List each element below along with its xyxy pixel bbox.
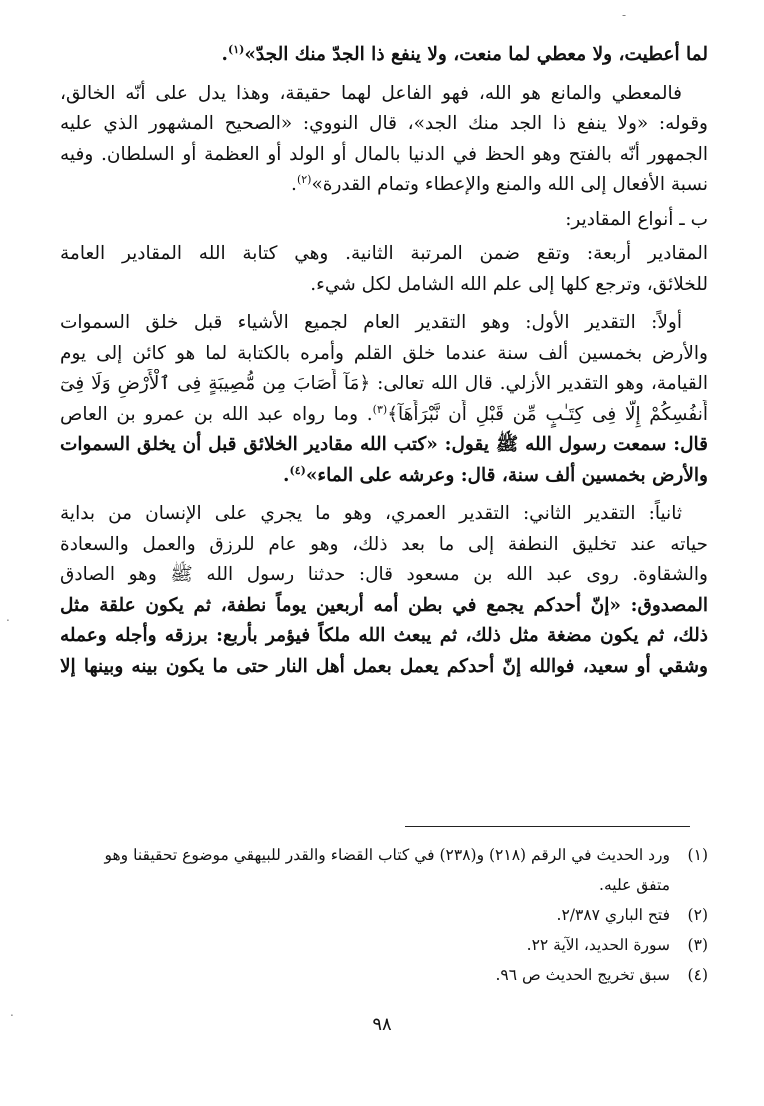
footnote-ref-3: (٣) (372, 402, 388, 416)
paragraph-line: حياته عند تخليق النطفة إلى ما بعد ذلك، وهو عام للرزق والعمل والسعادة (60, 533, 708, 555)
footnote-1 (60, 840, 708, 870)
footnote-number: (٢) (687, 906, 708, 924)
scan-speck-left: . (6, 610, 10, 624)
hadith-continuation: لما أعطيت، ولا معطي لما منعت، ولا ينفع ذا الجدّ منك الجدّ»$^{(١)}$. (221, 42, 708, 65)
paragraph-line: أولاً: التقدير الأول: وهو التقدير العام لجميع الأشياء قبل خلق السموات (60, 312, 682, 333)
paragraph-line: الجمهور أنّه بالفتح وهو الحظ في الدنيا بالمال أو الولد أو العظمة أو السلطان. وفيه (60, 143, 708, 165)
paragraph-line: فالمعطي والمانع هو الله، فهو الفاعل لهما حقيقة، وهذا يدل على أنّه الخالق، (60, 82, 682, 104)
footnote-text: سبق تخريج الحديث ص ٩٦. (495, 966, 670, 984)
paragraph-line: والأرض بخمسين ألف سنة عندما خلق القلم وأمره بالكتابة لما هو كائن إلى يوم (60, 342, 708, 364)
hadith-line: وشقي أو سعيد، فوالله إنّ أحدكم يعمل بعمل أهل النار حتى ما يكون بينه وبينها إلا (60, 655, 708, 677)
footnote-ref-1: (١) (228, 42, 245, 56)
footnote-ref-2: (٢) (296, 172, 312, 186)
scan-speck-left-lower: . (10, 1005, 14, 1019)
main-text (60, 40, 708, 682)
hadith-line: قال: سمعت رسول الله ﷺ يقول: «كتب الله مقادير الخلائق قبل أن يخلق السموات (60, 434, 708, 455)
footnote-1-continuation: متفق عليه. (599, 876, 670, 894)
quran-verse-line: أَنفُسِكُمْ إِلَّا فِى كِتَـٰبٍ مِّن قَبْلِ أَن نَّبْرَأَهَآ﴾$^{(٣)}$. وما رواه عبد الله بن عمرو بن العاص (60, 402, 708, 425)
footnote-number: (٣) (687, 936, 708, 954)
paragraph-line: وقوله: «ولا ينفع ذا الجد منك الجد»، قال النووي: «الصحيح المشهور الذي عليه (60, 113, 708, 134)
paragraph-line: نسبة الأفعال إلى الله والمنع والإعطاء وتمام القدرة»$^{(٢)}$. (291, 172, 708, 195)
hadith-line: ذلك، ثم يكون مضغة مثل ذلك، ثم يبعث الله ملكاً فيؤمر بأربع: برزقه وأجله وعمله (60, 625, 708, 646)
footnote-2 (60, 900, 708, 930)
paragraph-line: المقادير أربعة: وتقع ضمن المرتبة الثانية. وهي كتابة الله المقادير العامة (60, 243, 708, 264)
paragraph-line: ثانياً: التقدير الثاني: التقدير العمري، وهو ما يجري على الإنسان من بداية (60, 503, 682, 524)
footnote-number: (١) (687, 846, 708, 864)
footnote-number: (٤) (687, 966, 708, 984)
hadith-line: والأرض بخمسين ألف سنة، قال: وعرشه على الماء»$^{(٤)}$. (283, 463, 708, 486)
scan-speck-top: - (622, 8, 627, 22)
footnotes (60, 840, 708, 990)
footnote-text: سورة الحديد، الآية ٢٢. (526, 936, 670, 954)
footnote-text: ورد الحديث في الرقم (٢١٨) و(٢٣٨) في كتاب القضاء والقدر للبيهقي موضوع تحقيقنا وهو (104, 846, 670, 864)
page-number: ٩٨ (372, 1014, 392, 1035)
footnote-ref-4: (٤) (289, 463, 306, 477)
hadith-line: المصدوق: «إنّ أحدكم يجمع في بطن أمه أربعين يوماً نطفة، ثم يكون علقة مثل (60, 594, 708, 616)
quran-verse-line: القيامة، وهو التقدير الأزلي. قال الله تعالى: ﴿مَآ أَصَابَ مِن مُّصِيبَةٍ فِى ٱلْأَرْضِ وَلَا فِىٓ (60, 373, 708, 394)
footnote-text: فتح الباري ٢/٣٨٧. (556, 906, 670, 924)
paragraph-line: للخلائق، وترجع كلها إلى علم الله الشامل لكل شيء. (310, 273, 708, 295)
section-heading: ب ـ أنواع المقادير: (565, 208, 708, 230)
footnote-4 (60, 960, 708, 990)
paragraph-line: والشقاوة. روى عبد الله بن مسعود قال: حدثنا رسول الله ﷺ وهو الصادق (60, 564, 708, 585)
footnote-3 (60, 930, 708, 960)
footnote-separator (405, 826, 690, 827)
